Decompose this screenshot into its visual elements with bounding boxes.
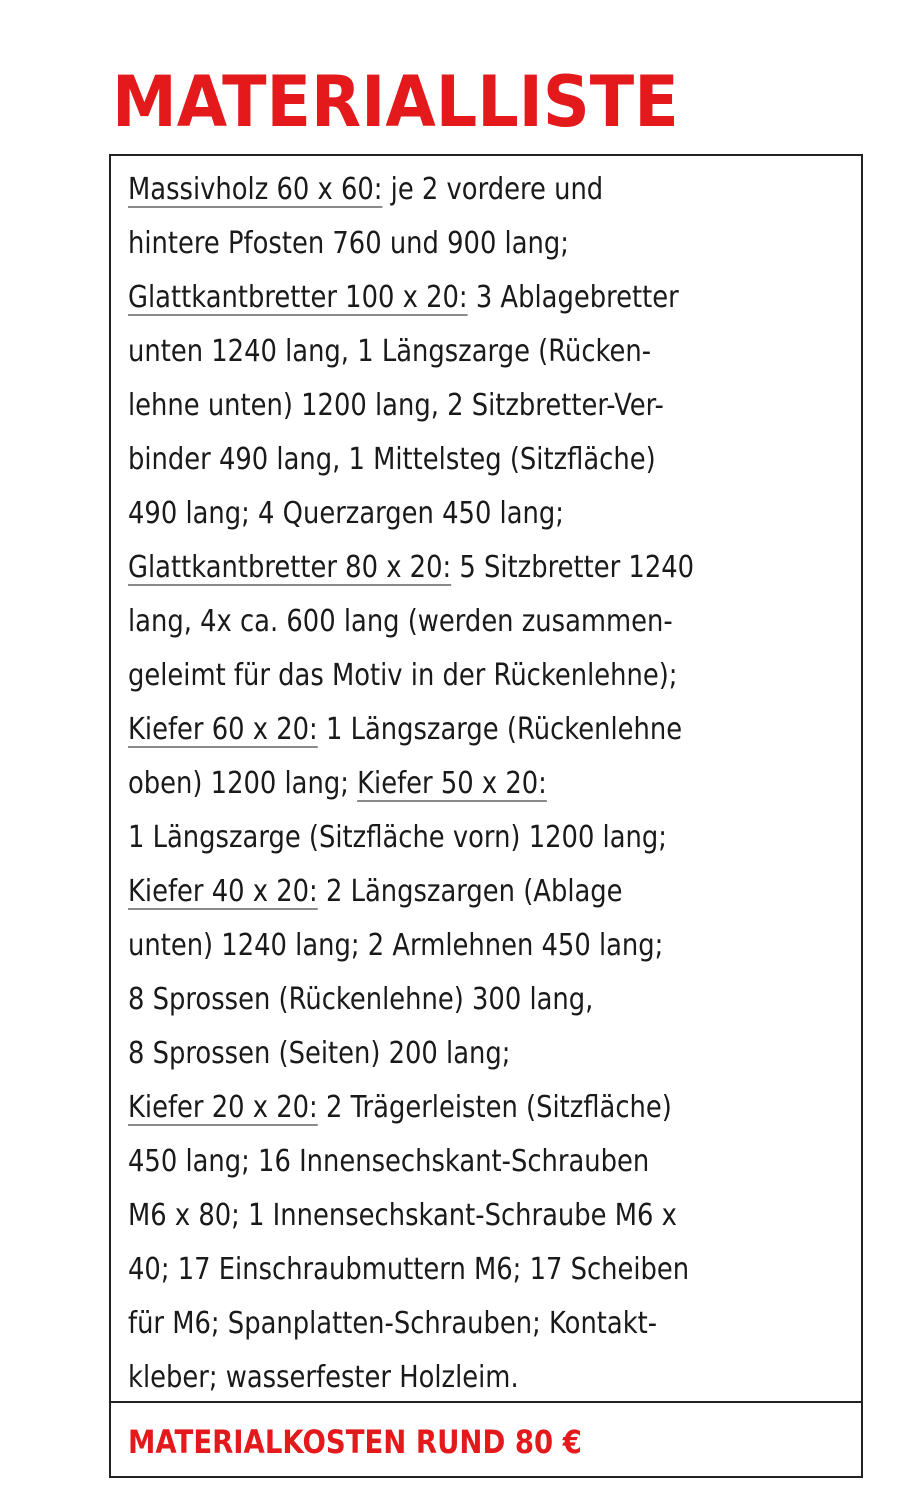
material-description: kleber; wasserfester Holzleim. (128, 1360, 519, 1395)
text-line (128, 867, 694, 921)
text-line (128, 813, 694, 867)
divider (109, 1401, 863, 1403)
material-description: geleimt für das Motiv in der Rückenlehne); (128, 658, 678, 693)
material-heading: Massivholz 60 x 60: (128, 172, 383, 207)
material-description: 40; 17 Einschraubmuttern M6; 17 Scheiben (128, 1252, 690, 1287)
text-line (128, 1083, 694, 1137)
text-line (128, 165, 694, 219)
material-description: 490 lang; 4 Querzargen 450 lang; (128, 496, 564, 531)
material-heading: Kiefer 20 x 20: (128, 1090, 318, 1125)
material-description: je 2 vordere und (382, 172, 604, 207)
material-description: 5 Sitzbretter 1240 (451, 550, 695, 585)
text-line (128, 273, 694, 327)
text-line (128, 381, 694, 435)
material-heading: Glattkantbretter 100 x 20: (128, 280, 468, 315)
material-description: unten 1240 lang, 1 Längszarge (Rücken- (128, 334, 652, 369)
material-heading: Glattkantbretter 80 x 20: (128, 550, 452, 585)
material-description: binder 490 lang, 1 Mittelsteg (Sitzfläche) (128, 442, 656, 477)
text-line (128, 1299, 694, 1353)
material-heading: Kiefer 50 x 20: (357, 766, 547, 801)
material-description: lang, 4x ca. 600 lang (werden zusammen- (128, 604, 673, 639)
material-description: unten) 1240 lang; 2 Armlehnen 450 lang; (128, 928, 664, 963)
text-line (128, 1245, 694, 1299)
text-line (128, 1029, 694, 1083)
material-list-text (128, 165, 694, 1407)
material-description: lehne unten) 1200 lang, 2 Sitzbretter-Ver- (128, 388, 664, 423)
material-description: 450 lang; 16 Innensechskant-Schrauben (128, 1144, 650, 1179)
material-description: hintere Pfosten 760 und 900 lang; (128, 226, 569, 261)
material-description: 3 Ablagebretter (467, 280, 679, 315)
material-description: M6 x 80; 1 Innensechskant-Schraube M6 x (128, 1198, 677, 1233)
material-description: 8 Sprossen (Rückenlehne) 300 lang, (128, 982, 594, 1017)
material-description: 2 Trägerleisten (Sitzfläche) (317, 1090, 672, 1125)
text-line (128, 975, 694, 1029)
material-description: 8 Sprossen (Seiten) 200 lang; (128, 1036, 511, 1071)
material-heading: Kiefer 60 x 20: (128, 712, 318, 747)
text-line (128, 1191, 694, 1245)
text-line (128, 1137, 694, 1191)
material-description: für M6; Spanplatten-Schrauben; Kontakt- (128, 1306, 658, 1341)
material-description: 2 Längszargen (Ablage (317, 874, 623, 909)
text-line (128, 597, 694, 651)
text-line (128, 651, 694, 705)
page-title: MATERIALLISTE (112, 61, 679, 143)
material-cost: MATERIALKOSTEN RUND 80 € (128, 1423, 582, 1461)
text-line (128, 705, 694, 759)
text-line (128, 543, 694, 597)
text-line (128, 1353, 694, 1407)
text-line (128, 435, 694, 489)
text-line (128, 219, 694, 273)
text-line (128, 327, 694, 381)
text-line (128, 489, 694, 543)
text-line (128, 921, 694, 975)
material-description: 1 Längszarge (Rückenlehne (317, 712, 683, 747)
material-description: 1 Längszarge (Sitzfläche vorn) 1200 lang; (128, 820, 667, 855)
material-heading: Kiefer 40 x 20: (128, 874, 318, 909)
material-description: oben) 1200 lang; (128, 766, 358, 801)
text-line (128, 759, 694, 813)
